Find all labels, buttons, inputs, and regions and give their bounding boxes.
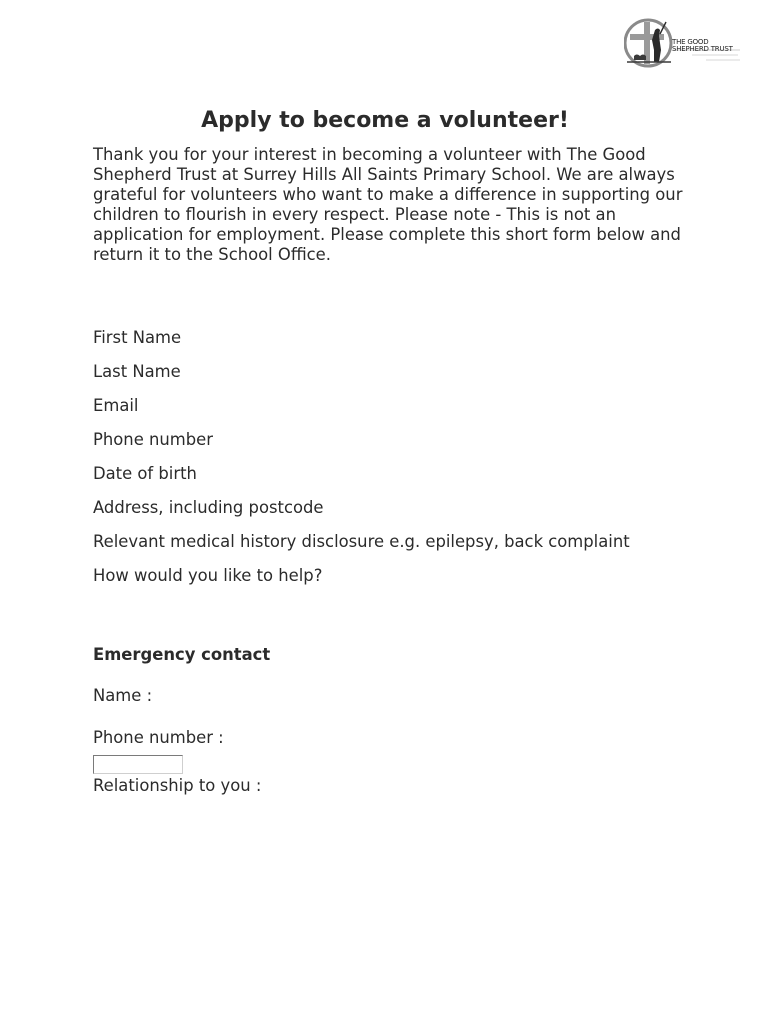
good-shepherd-trust-logo [624, 16, 748, 70]
last-name-label: Last Name [93, 362, 181, 381]
relationship-label: Relationship to you : [93, 776, 262, 795]
emergency-phone-label: Phone number : [93, 728, 224, 747]
email-label: Email [93, 396, 139, 415]
date-of-birth-label: Date of birth [93, 464, 197, 483]
logo-line-2: SHEPHERD TRUST [672, 45, 733, 53]
phone-number-label: Phone number [93, 430, 213, 449]
how-to-help-label: How would you like to help? [93, 566, 323, 585]
logo-wordmark [672, 39, 733, 53]
intro-paragraph: Thank you for your interest in becoming a volunteer with The Good Shepherd Trust at Surrey Hills All Saints Primary School. We are always grateful for volunteers who want to make a difference in supporting our children to flourish in every respect. Please note - This is not an application for employment. Please complete this short form below and return it to the School Office. [93, 145, 683, 264]
address-label: Address, including postcode [93, 498, 324, 517]
emergency-contact-heading: Emergency contact [93, 645, 271, 664]
emergency-name-label: Name : [93, 686, 153, 705]
first-name-label: First Name [93, 328, 182, 347]
logo-line-1: THE GOOD [672, 38, 709, 46]
page-title: Apply to become a volunteer! [201, 108, 569, 133]
emergency-phone-input[interactable] [93, 755, 183, 774]
medical-history-label: Relevant medical history disclosure e.g. epilepsy, back complaint [93, 532, 630, 551]
